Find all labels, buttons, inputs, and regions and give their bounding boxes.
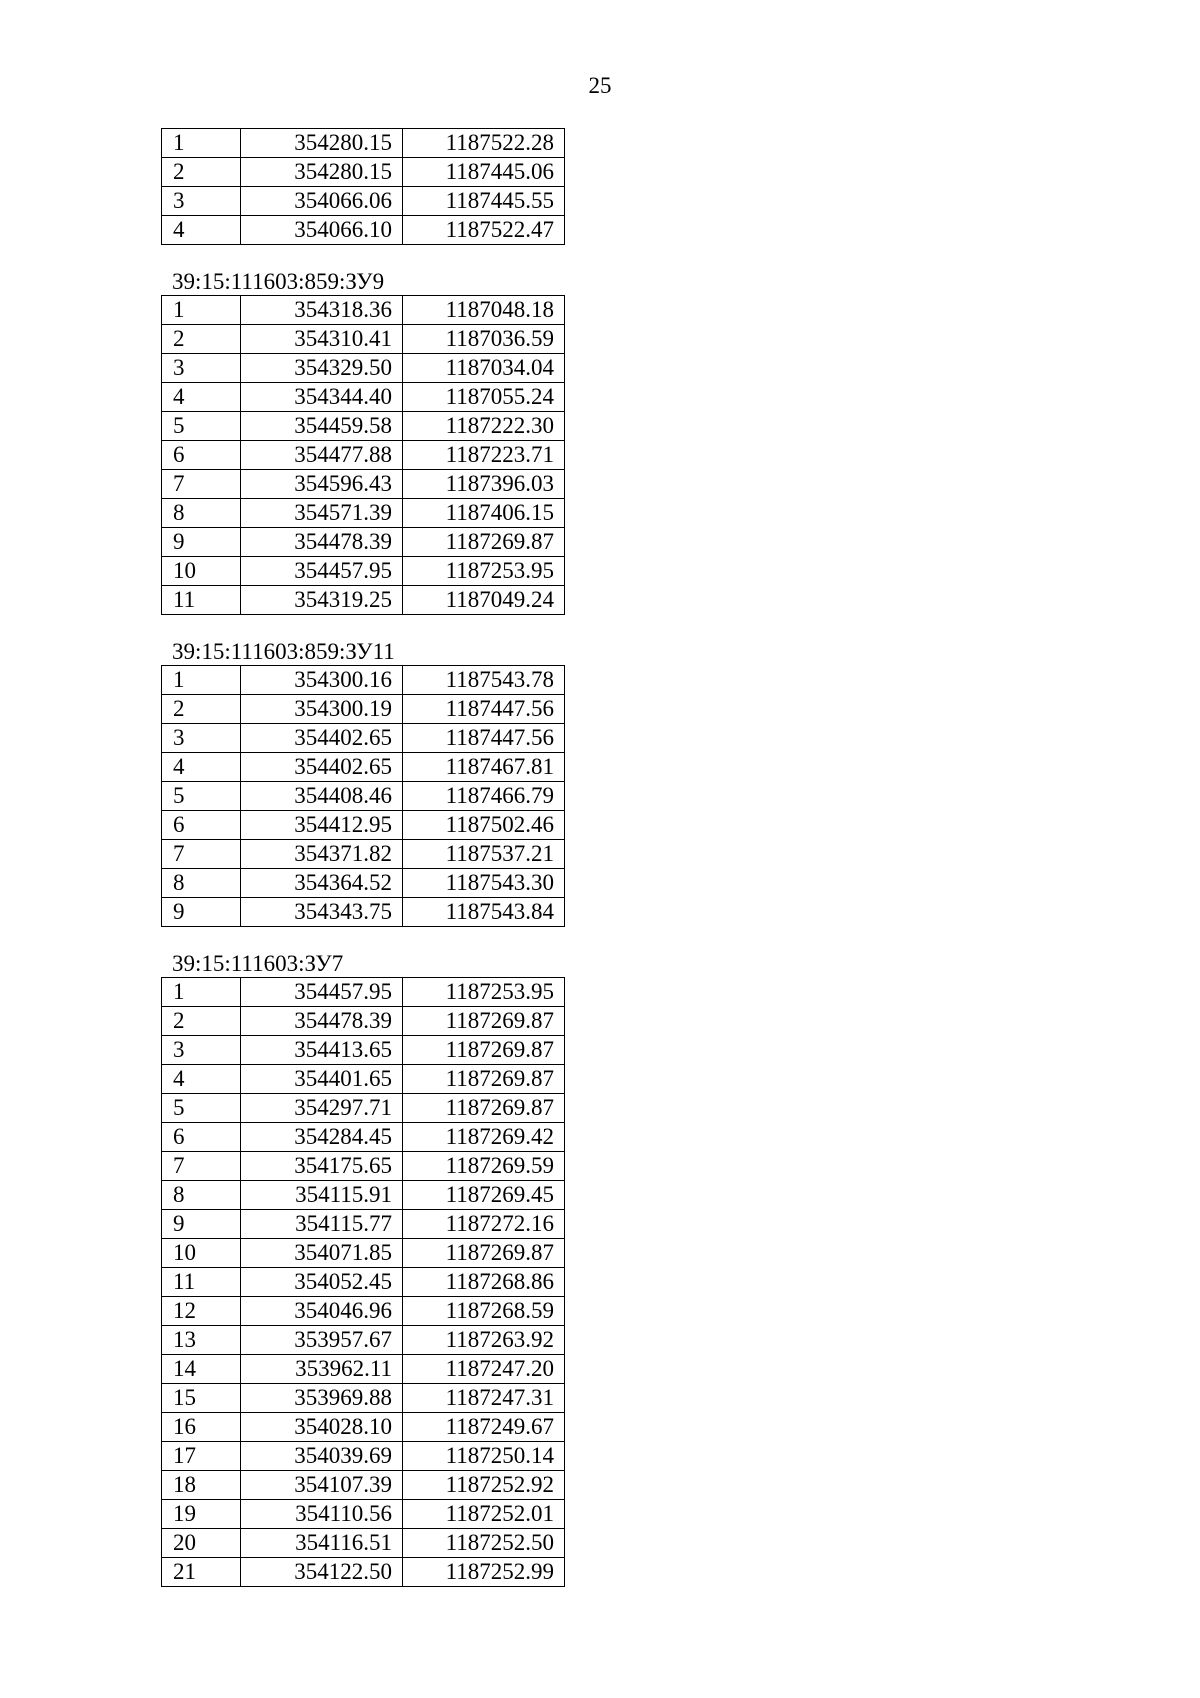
table-row bbox=[162, 441, 565, 470]
y-coordinate-cell: 1187502.46 bbox=[403, 811, 565, 840]
table-row bbox=[162, 586, 565, 615]
y-coordinate-cell: 1187543.84 bbox=[403, 898, 565, 927]
point-number-cell: 7 bbox=[162, 1152, 241, 1181]
coordinate-sections bbox=[161, 128, 581, 1587]
coordinates-table bbox=[161, 665, 565, 927]
y-coordinate-cell: 1187396.03 bbox=[403, 470, 565, 499]
coordinates-table bbox=[161, 977, 565, 1587]
point-number-cell: 1 bbox=[162, 129, 241, 158]
table-row bbox=[162, 782, 565, 811]
x-coordinate-cell: 354402.65 bbox=[241, 753, 403, 782]
page-number: 25 bbox=[588, 73, 612, 98]
y-coordinate-cell: 1187269.87 bbox=[403, 1007, 565, 1036]
x-coordinate-cell: 354319.25 bbox=[241, 586, 403, 615]
x-coordinate-cell: 354046.96 bbox=[241, 1297, 403, 1326]
table-row bbox=[162, 158, 565, 187]
y-coordinate-cell: 1187250.14 bbox=[403, 1442, 565, 1471]
point-number-cell: 8 bbox=[162, 499, 241, 528]
point-number-cell: 2 bbox=[162, 695, 241, 724]
point-number-cell: 9 bbox=[162, 1210, 241, 1239]
table-row bbox=[162, 557, 565, 586]
parcel-cadastral-number: 39:15:111603:859:ЗУ11 bbox=[172, 639, 395, 664]
point-number-cell: 2 bbox=[162, 325, 241, 354]
table-row bbox=[162, 978, 565, 1007]
y-coordinate-cell: 1187466.79 bbox=[403, 782, 565, 811]
x-coordinate-cell: 354039.69 bbox=[241, 1442, 403, 1471]
point-number-cell: 3 bbox=[162, 187, 241, 216]
table-row bbox=[162, 325, 565, 354]
table-row bbox=[162, 528, 565, 557]
point-number-cell: 6 bbox=[162, 811, 241, 840]
point-number-cell: 1 bbox=[162, 978, 241, 1007]
y-coordinate-cell: 1187447.56 bbox=[403, 695, 565, 724]
point-number-cell: 5 bbox=[162, 412, 241, 441]
table-row bbox=[162, 724, 565, 753]
coordinates-table bbox=[161, 128, 565, 245]
y-coordinate-cell: 1187055.24 bbox=[403, 383, 565, 412]
y-coordinate-cell: 1187253.95 bbox=[403, 978, 565, 1007]
table-row bbox=[162, 1297, 565, 1326]
table-row bbox=[162, 499, 565, 528]
point-number-cell: 4 bbox=[162, 753, 241, 782]
point-number-cell: 10 bbox=[162, 557, 241, 586]
x-coordinate-cell: 354412.95 bbox=[241, 811, 403, 840]
point-number-cell: 4 bbox=[162, 1065, 241, 1094]
point-number-cell: 4 bbox=[162, 383, 241, 412]
x-coordinate-cell: 354343.75 bbox=[241, 898, 403, 927]
x-coordinate-cell: 353969.88 bbox=[241, 1384, 403, 1413]
table-row bbox=[162, 1123, 565, 1152]
y-coordinate-cell: 1187406.15 bbox=[403, 499, 565, 528]
table-row bbox=[162, 1529, 565, 1558]
y-coordinate-cell: 1187036.59 bbox=[403, 325, 565, 354]
x-coordinate-cell: 354107.39 bbox=[241, 1471, 403, 1500]
y-coordinate-cell: 1187247.20 bbox=[403, 1355, 565, 1384]
x-coordinate-cell: 354280.15 bbox=[241, 129, 403, 158]
point-number-cell: 3 bbox=[162, 354, 241, 383]
table-row bbox=[162, 1007, 565, 1036]
x-coordinate-cell: 354300.19 bbox=[241, 695, 403, 724]
y-coordinate-cell: 1187445.55 bbox=[403, 187, 565, 216]
x-coordinate-cell: 354175.65 bbox=[241, 1152, 403, 1181]
y-coordinate-cell: 1187268.59 bbox=[403, 1297, 565, 1326]
point-number-cell: 8 bbox=[162, 869, 241, 898]
x-coordinate-cell: 354457.95 bbox=[241, 978, 403, 1007]
point-number-cell: 9 bbox=[162, 528, 241, 557]
x-coordinate-cell: 353957.67 bbox=[241, 1326, 403, 1355]
x-coordinate-cell: 354459.58 bbox=[241, 412, 403, 441]
coordinate-section bbox=[161, 269, 581, 615]
x-coordinate-cell: 354116.51 bbox=[241, 1529, 403, 1558]
x-coordinate-cell: 354071.85 bbox=[241, 1239, 403, 1268]
x-coordinate-cell: 354344.40 bbox=[241, 383, 403, 412]
y-coordinate-cell: 1187269.87 bbox=[403, 528, 565, 557]
y-coordinate-cell: 1187223.71 bbox=[403, 441, 565, 470]
y-coordinate-cell: 1187222.30 bbox=[403, 412, 565, 441]
x-coordinate-cell: 354310.41 bbox=[241, 325, 403, 354]
table-row bbox=[162, 1210, 565, 1239]
table-row bbox=[162, 296, 565, 325]
point-number-cell: 11 bbox=[162, 586, 241, 615]
y-coordinate-cell: 1187049.24 bbox=[403, 586, 565, 615]
y-coordinate-cell: 1187048.18 bbox=[403, 296, 565, 325]
point-number-cell: 19 bbox=[162, 1500, 241, 1529]
y-coordinate-cell: 1187249.67 bbox=[403, 1413, 565, 1442]
y-coordinate-cell: 1187543.30 bbox=[403, 869, 565, 898]
coordinate-section bbox=[161, 951, 581, 1587]
table-row bbox=[162, 412, 565, 441]
table-row bbox=[162, 470, 565, 499]
point-number-cell: 9 bbox=[162, 898, 241, 927]
x-coordinate-cell: 354371.82 bbox=[241, 840, 403, 869]
y-coordinate-cell: 1187467.81 bbox=[403, 753, 565, 782]
table-row bbox=[162, 869, 565, 898]
point-number-cell: 10 bbox=[162, 1239, 241, 1268]
x-coordinate-cell: 354110.56 bbox=[241, 1500, 403, 1529]
y-coordinate-cell: 1187543.78 bbox=[403, 666, 565, 695]
x-coordinate-cell: 354478.39 bbox=[241, 528, 403, 557]
y-coordinate-cell: 1187272.16 bbox=[403, 1210, 565, 1239]
point-number-cell: 6 bbox=[162, 441, 241, 470]
table-row bbox=[162, 695, 565, 724]
y-coordinate-cell: 1187269.59 bbox=[403, 1152, 565, 1181]
y-coordinate-cell: 1187269.87 bbox=[403, 1094, 565, 1123]
point-number-cell: 13 bbox=[162, 1326, 241, 1355]
y-coordinate-cell: 1187522.28 bbox=[403, 129, 565, 158]
point-number-cell: 17 bbox=[162, 1442, 241, 1471]
y-coordinate-cell: 1187268.86 bbox=[403, 1268, 565, 1297]
y-coordinate-cell: 1187447.56 bbox=[403, 724, 565, 753]
table-row bbox=[162, 1558, 565, 1587]
x-coordinate-cell: 354408.46 bbox=[241, 782, 403, 811]
y-coordinate-cell: 1187034.04 bbox=[403, 354, 565, 383]
y-coordinate-cell: 1187269.42 bbox=[403, 1123, 565, 1152]
x-coordinate-cell: 354401.65 bbox=[241, 1065, 403, 1094]
table-row bbox=[162, 1065, 565, 1094]
x-coordinate-cell: 354402.65 bbox=[241, 724, 403, 753]
y-coordinate-cell: 1187537.21 bbox=[403, 840, 565, 869]
coordinate-section bbox=[161, 128, 581, 245]
table-row bbox=[162, 1152, 565, 1181]
parcel-cadastral-number: 39:15:111603:ЗУ7 bbox=[172, 951, 344, 976]
table-row bbox=[162, 753, 565, 782]
point-number-cell: 3 bbox=[162, 1036, 241, 1065]
point-number-cell: 2 bbox=[162, 1007, 241, 1036]
y-coordinate-cell: 1187263.92 bbox=[403, 1326, 565, 1355]
y-coordinate-cell: 1187522.47 bbox=[403, 216, 565, 245]
point-number-cell: 16 bbox=[162, 1413, 241, 1442]
table-row bbox=[162, 1036, 565, 1065]
table-row bbox=[162, 1181, 565, 1210]
x-coordinate-cell: 354571.39 bbox=[241, 499, 403, 528]
x-coordinate-cell: 354329.50 bbox=[241, 354, 403, 383]
y-coordinate-cell: 1187252.01 bbox=[403, 1500, 565, 1529]
point-number-cell: 7 bbox=[162, 840, 241, 869]
point-number-cell: 3 bbox=[162, 724, 241, 753]
point-number-cell: 8 bbox=[162, 1181, 241, 1210]
point-number-cell: 18 bbox=[162, 1471, 241, 1500]
x-coordinate-cell: 354066.10 bbox=[241, 216, 403, 245]
table-row bbox=[162, 1268, 565, 1297]
table-row bbox=[162, 216, 565, 245]
y-coordinate-cell: 1187445.06 bbox=[403, 158, 565, 187]
point-number-cell: 1 bbox=[162, 666, 241, 695]
x-coordinate-cell: 354478.39 bbox=[241, 1007, 403, 1036]
x-coordinate-cell: 354596.43 bbox=[241, 470, 403, 499]
x-coordinate-cell: 354318.36 bbox=[241, 296, 403, 325]
y-coordinate-cell: 1187253.95 bbox=[403, 557, 565, 586]
y-coordinate-cell: 1187252.99 bbox=[403, 1558, 565, 1587]
table-row bbox=[162, 187, 565, 216]
point-number-cell: 5 bbox=[162, 782, 241, 811]
point-number-cell: 12 bbox=[162, 1297, 241, 1326]
point-number-cell: 5 bbox=[162, 1094, 241, 1123]
table-row bbox=[162, 1384, 565, 1413]
point-number-cell: 15 bbox=[162, 1384, 241, 1413]
x-coordinate-cell: 354297.71 bbox=[241, 1094, 403, 1123]
table-row bbox=[162, 1355, 565, 1384]
table-row bbox=[162, 666, 565, 695]
x-coordinate-cell: 354364.52 bbox=[241, 869, 403, 898]
x-coordinate-cell: 354284.45 bbox=[241, 1123, 403, 1152]
x-coordinate-cell: 354280.15 bbox=[241, 158, 403, 187]
x-coordinate-cell: 354028.10 bbox=[241, 1413, 403, 1442]
table-row bbox=[162, 840, 565, 869]
x-coordinate-cell: 354457.95 bbox=[241, 557, 403, 586]
table-row bbox=[162, 811, 565, 840]
x-coordinate-cell: 354300.16 bbox=[241, 666, 403, 695]
x-coordinate-cell: 354122.50 bbox=[241, 1558, 403, 1587]
point-number-cell: 11 bbox=[162, 1268, 241, 1297]
table-row bbox=[162, 354, 565, 383]
coordinate-section bbox=[161, 639, 581, 927]
point-number-cell: 1 bbox=[162, 296, 241, 325]
table-row bbox=[162, 1239, 565, 1268]
table-row bbox=[162, 898, 565, 927]
x-coordinate-cell: 354115.91 bbox=[241, 1181, 403, 1210]
y-coordinate-cell: 1187269.87 bbox=[403, 1065, 565, 1094]
parcel-cadastral-number: 39:15:111603:859:ЗУ9 bbox=[172, 269, 385, 294]
y-coordinate-cell: 1187269.87 bbox=[403, 1036, 565, 1065]
point-number-cell: 6 bbox=[162, 1123, 241, 1152]
table-row bbox=[162, 129, 565, 158]
x-coordinate-cell: 353962.11 bbox=[241, 1355, 403, 1384]
coordinates-table bbox=[161, 295, 565, 615]
point-number-cell: 21 bbox=[162, 1558, 241, 1587]
table-row bbox=[162, 1413, 565, 1442]
point-number-cell: 4 bbox=[162, 216, 241, 245]
x-coordinate-cell: 354477.88 bbox=[241, 441, 403, 470]
table-row bbox=[162, 1326, 565, 1355]
point-number-cell: 2 bbox=[162, 158, 241, 187]
y-coordinate-cell: 1187269.45 bbox=[403, 1181, 565, 1210]
x-coordinate-cell: 354115.77 bbox=[241, 1210, 403, 1239]
table-row bbox=[162, 1094, 565, 1123]
table-row bbox=[162, 1500, 565, 1529]
point-number-cell: 14 bbox=[162, 1355, 241, 1384]
y-coordinate-cell: 1187252.92 bbox=[403, 1471, 565, 1500]
x-coordinate-cell: 354066.06 bbox=[241, 187, 403, 216]
table-row bbox=[162, 1442, 565, 1471]
y-coordinate-cell: 1187269.87 bbox=[403, 1239, 565, 1268]
y-coordinate-cell: 1187247.31 bbox=[403, 1384, 565, 1413]
point-number-cell: 20 bbox=[162, 1529, 241, 1558]
x-coordinate-cell: 354413.65 bbox=[241, 1036, 403, 1065]
y-coordinate-cell: 1187252.50 bbox=[403, 1529, 565, 1558]
x-coordinate-cell: 354052.45 bbox=[241, 1268, 403, 1297]
point-number-cell: 7 bbox=[162, 470, 241, 499]
table-row bbox=[162, 383, 565, 412]
table-row bbox=[162, 1471, 565, 1500]
